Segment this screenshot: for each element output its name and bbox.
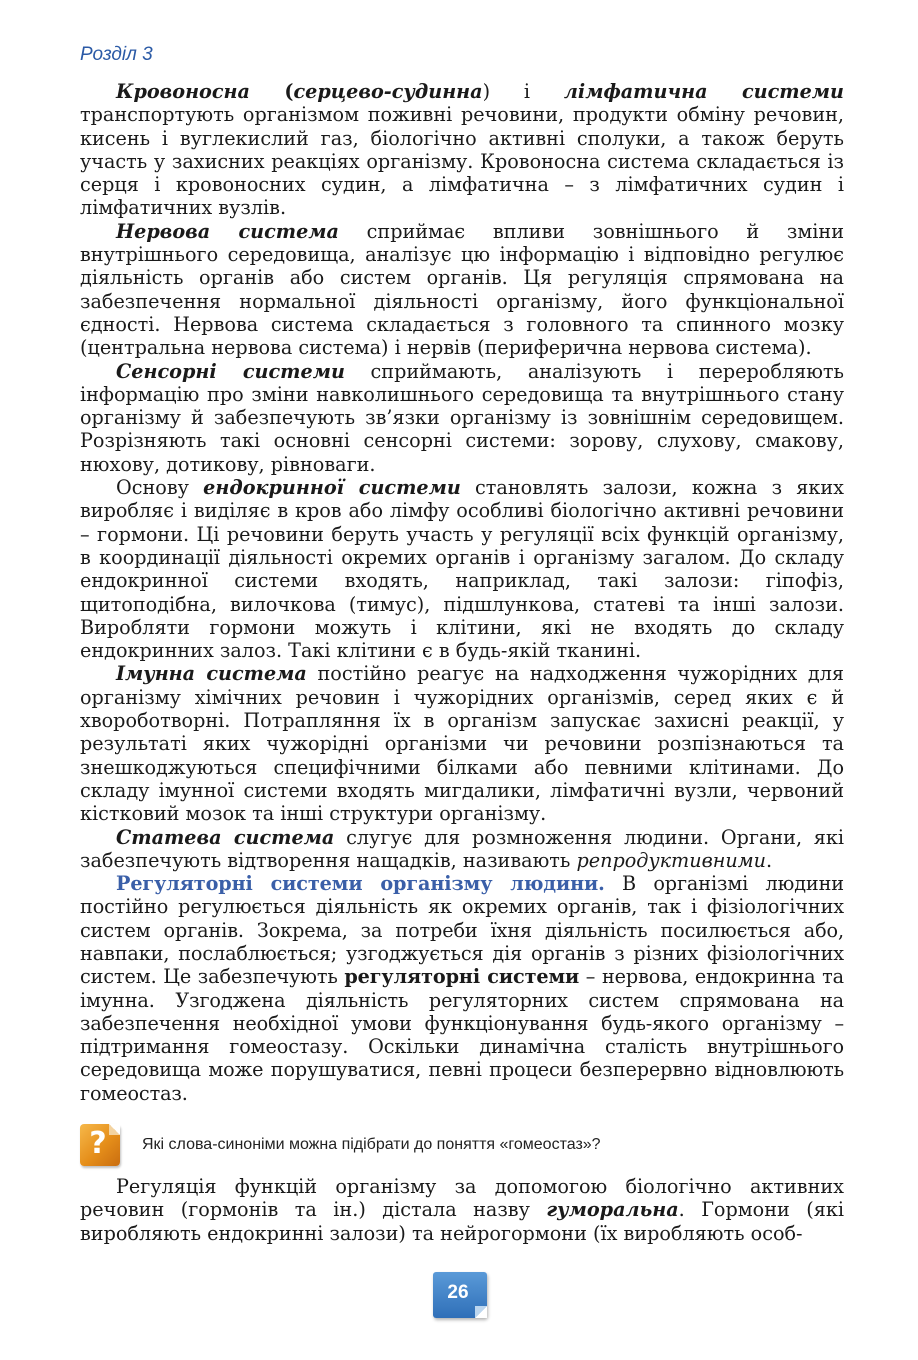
paragraph-sensory xyxy=(80,360,844,476)
section-label: Розділ 3 xyxy=(80,44,153,65)
question-mark: ? xyxy=(89,1126,107,1161)
term-endocrine: ендокринної системи xyxy=(203,476,461,500)
text: ( xyxy=(249,80,294,103)
text: Основу xyxy=(116,476,204,500)
text: Регуляція функцій організму за допомогою біологічно активних речовин (гормонів та ін.) дістала назву xyxy=(80,1175,844,1222)
term-reproductive: Статева система xyxy=(116,825,335,849)
term-circulatory: Кровоносна xyxy=(116,80,250,103)
page-number: 26 xyxy=(447,1282,469,1303)
paragraph-reproductive xyxy=(80,826,844,873)
question-icon xyxy=(80,1124,120,1166)
term-regulatory: регуляторні системи xyxy=(344,965,580,989)
text: становлять залози, кожна з яких виробляє і виділяє в кров або лімфу особливі біологічно активні речовини – гормони. Ці речовини беруть участь у регуляції всіх функцій організму, в координації діяльності окремих органів і організму загалом. До складу ендокринної системи входять, наприклад, такі залози: гіпофіз, щитоподібна, вилочкова (тимус), підшлункова, статеві та інші залози. Виробляти гормони можуть і клітини, які не входять до складу ендокринних залоз. Такі клітини є в будь-якій тканині. xyxy=(80,476,844,663)
text: сприймають, аналізують і переробляють інформацію про зміни навколишнього середовища та внутрішнього стану організму й забезпечують зв’язки організму із зовнішнім середовищем. Розрізняють такі основні сенсорні системи: зорову, слухову, смакову, нюхову, дотикову, рівноваги. xyxy=(80,359,844,476)
page-number-badge xyxy=(433,1272,487,1318)
question-text: Які слова-синоніми можна підібрати до поняття «гомеостаз»? xyxy=(142,1136,601,1153)
term-sensory: Сенсорні системи xyxy=(116,359,345,383)
text: ) і xyxy=(482,80,564,103)
text: В організмі людини постійно регулюється діяльність як окремих органів, так і фізіологічних систем органів. Зокрема, за потреби їхня діяльність посилюється або, навпаки, послаблюється; узгоджується дія органів з різних фізіологічних систем. Це забезпечують xyxy=(80,872,844,989)
fold-corner xyxy=(475,1306,487,1318)
term-nervous: Нервова система xyxy=(116,219,339,243)
text: . xyxy=(766,848,773,872)
text: транспортують організмом поживні речовини, продукти обміну речовин, кисень і вуглекислий газ, біологічно активні сполуки, а також беруть участь у захисних реакціях організму. Кровоносна система складається із серця і кровоносних судин, а лімфатична – з лімфатичних судин і лімфатичних вузлів. xyxy=(80,103,844,220)
text: сприймає впливи зовнішнього й зміни внутрішнього середовища, аналізує цю інформацію і відповідно регулює діяльність органів або систем органів. Ця регуляція спрямована на забезпечення нормальної діяльності організму, його функціональної єдності. Нервова система складається з головного та спинного мозку (центральна нервова система) і нервів (периферична нервова система). xyxy=(80,219,844,360)
text: . Гормони (які виробляють ендокринні залози) та нейрогормони (їх виробляють особ- xyxy=(80,1198,845,1245)
question-block xyxy=(80,1124,860,1168)
text: слугує для розмноження людини. Органи, які забезпечують відтворення нащадків, називають xyxy=(80,825,845,872)
paragraph-circulatory xyxy=(80,80,844,220)
text: постійно реагує на надходження чужорідних для організму хімічних речовин і чужорідних організмів, серед яких є й хвороботворні. Потрапляння їх в організм запускає захисні реакції, у результаті яких чужорідні організми чи речовини розпізнаються та знешкоджуються специфічними білками або певними клітинами. До складу імунної системи входять мигдалики, лімфатичні вузли, червоний кістковий мозок та інші структури організму. xyxy=(80,662,844,826)
text: – нервова, ендокринна та імунна. Узгоджена діяльність регуляторних систем спрямована на забезпечення необхідної умови функціонування будь-якого організму – підтримання гомеостазу. Оскільки динамічна сталість внутрішнього середовища може порушуватися, певні процеси безперервно відновлюють гомеостаз. xyxy=(80,965,844,1105)
term-reproductive-organs: репродуктивними xyxy=(576,848,767,872)
bottom-text xyxy=(80,1175,844,1245)
paragraph-regulatory xyxy=(80,872,844,1105)
main-text xyxy=(80,80,844,1105)
paragraph-endocrine xyxy=(80,476,844,662)
subheading-regulatory: Регуляторні системи організму людини. xyxy=(116,872,605,896)
term-immune: Імунна система xyxy=(116,662,307,686)
paragraph-immune xyxy=(80,662,844,825)
term-cardiovascular: серцево-судинна xyxy=(293,80,483,103)
paragraph-nervous xyxy=(80,220,844,360)
term-humoral: гуморальна xyxy=(546,1198,679,1222)
paragraph-humoral xyxy=(80,1175,844,1245)
term-lymphatic: лімфатична системи xyxy=(563,80,844,103)
